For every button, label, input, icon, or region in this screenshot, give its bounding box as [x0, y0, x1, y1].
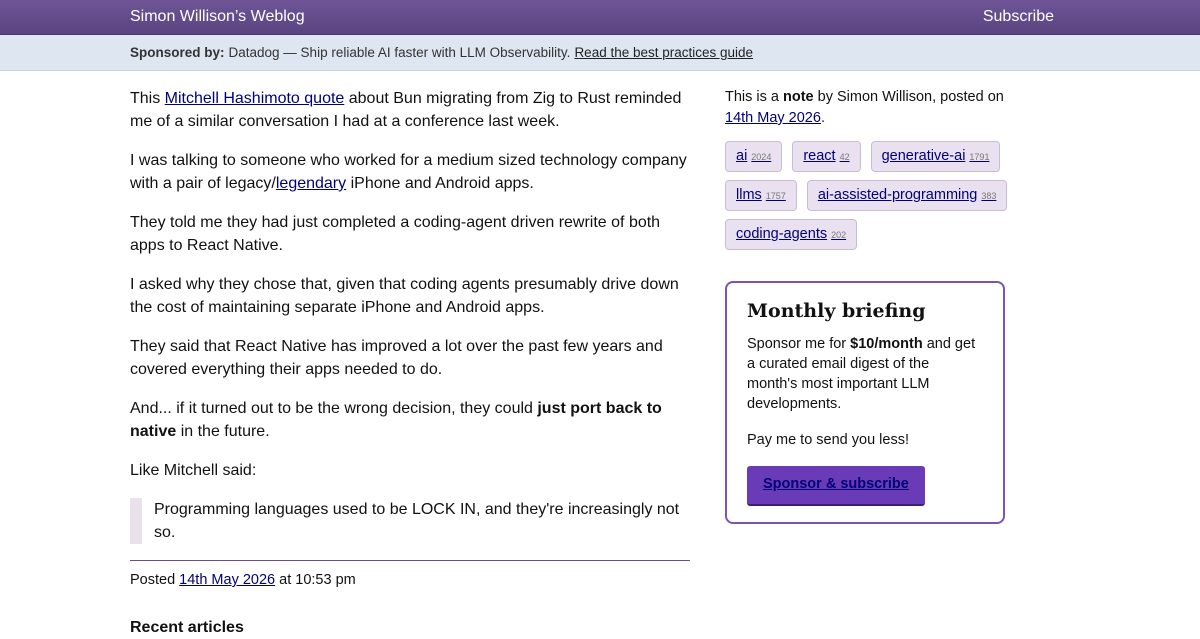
tag-name: generative-ai: [881, 148, 966, 164]
monthly-briefing-box: [725, 281, 1005, 524]
tag-name: llms: [736, 187, 762, 203]
posted-time: at 10:53 pm: [275, 572, 356, 588]
text: and get a curated email digest of the month's most important LLM developments.: [747, 336, 976, 412]
tag-list: [725, 141, 1015, 250]
paragraph-5: They said that React Native has improved a lot over the past few years and covered everything their apps needed to do.: [130, 338, 663, 378]
posted-line: [130, 569, 690, 592]
text: by Simon Willison, posted on: [813, 89, 1004, 105]
meta-date-link[interactable]: 14th May 2026: [725, 110, 821, 126]
text: I was talking to someone who worked for a medium sized technology company with a pair of legacy/: [130, 152, 687, 192]
briefing-title: Monthly briefing: [747, 300, 926, 322]
sponsor-subscribe-button[interactable]: Sponsor & subscribe: [747, 466, 925, 506]
text: in the future.: [176, 423, 270, 440]
text: Sponsor me for: [747, 336, 851, 352]
post-meta: [725, 87, 1015, 129]
briefing-text-2: Pay me to send you less!: [747, 432, 909, 448]
sponsor-guide-link[interactable]: Read the best practices guide: [574, 45, 754, 60]
legendary-link[interactable]: legendary: [275, 175, 347, 192]
site-header: [0, 0, 1200, 35]
mitchell-quote-link[interactable]: Mitchell Hashimoto quote: [164, 90, 345, 107]
tag-count: 383: [981, 191, 997, 201]
posted-date-link[interactable]: 14th May 2026: [179, 572, 276, 588]
text: This is a: [725, 89, 784, 105]
sponsor-banner: [0, 35, 1200, 71]
posted-label: Posted: [130, 572, 180, 588]
briefing-text: [747, 334, 983, 414]
quote-bar: [130, 498, 142, 544]
sidebar: [725, 87, 1015, 524]
tag-count: 2024: [751, 152, 772, 162]
tag-count: 42: [839, 152, 850, 162]
tag-name: react: [803, 148, 836, 164]
paragraph-4: I asked why they chose that, given that coding agents presumably drive down the cost of maintaining separate iPhone and Android apps.: [130, 276, 679, 316]
tag-ai[interactable]: [725, 141, 782, 172]
tag-ai-assisted-programming[interactable]: [807, 180, 1008, 211]
subscribe-link[interactable]: Subscribe: [982, 8, 1054, 25]
text: This: [130, 90, 165, 107]
tag-count: 202: [831, 230, 847, 240]
paragraph-3: They told me they had just completed a coding-agent driven rewrite of both apps to React Native.: [130, 214, 661, 254]
tag-count: 1757: [765, 191, 786, 201]
note-label: note: [783, 89, 814, 105]
text: iPhone and Android apps.: [346, 175, 534, 192]
paragraph-1: [130, 87, 690, 133]
tag-react[interactable]: [792, 141, 860, 172]
paragraph-2: [130, 149, 690, 195]
divider: [130, 560, 690, 561]
quote-text: Programming languages used to be LOCK IN, and they're increasingly not so.: [154, 501, 680, 541]
bold-text: just port back to native: [130, 400, 662, 440]
sponsor-label: Sponsored by:: [130, 45, 225, 60]
tag-count: 1791: [969, 152, 990, 162]
site-title-link[interactable]: Simon Willison’s Weblog: [130, 8, 305, 25]
text: .: [820, 110, 825, 126]
tag-generative-ai[interactable]: [871, 141, 1001, 172]
text: And... if it turned out to be the wrong decision, they could: [130, 400, 538, 417]
tag-llms[interactable]: [725, 180, 797, 211]
recent-articles-heading: Recent articles: [130, 619, 244, 636]
sponsor-text: Datadog — Ship reliable AI faster with LLM Observability.: [228, 45, 571, 60]
paragraph-6: [130, 397, 690, 443]
tag-name: ai: [736, 148, 748, 164]
tag-name: coding-agents: [736, 226, 828, 242]
price: $10/month: [850, 336, 923, 352]
tag-name: ai-assisted-programming: [817, 187, 978, 203]
text: about Bun migrating from Zig to Rust reminded me of a similar conversation I had at a conference last week.: [130, 90, 682, 130]
blockquote: [130, 498, 690, 544]
paragraph-7: Like Mitchell said:: [130, 462, 257, 479]
post-body: [130, 87, 690, 639]
tag-coding-agents[interactable]: [725, 219, 857, 250]
